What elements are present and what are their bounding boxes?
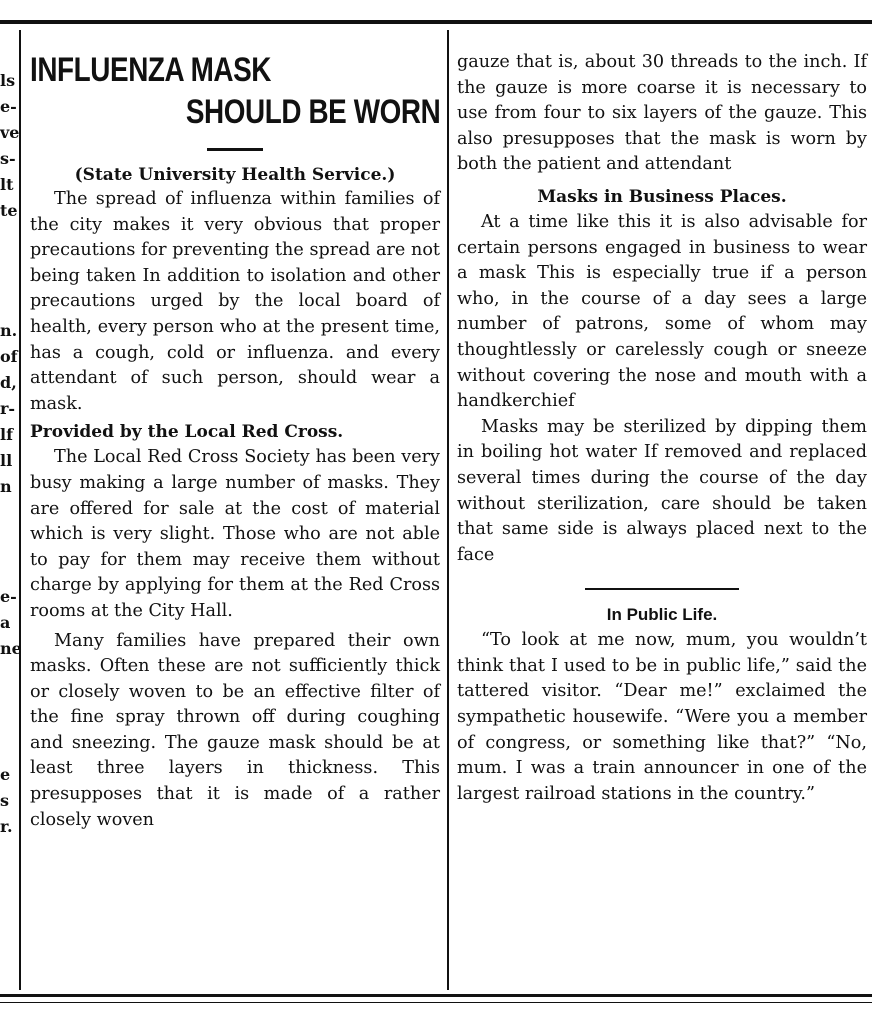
clipped-fragment: e bbox=[0, 765, 11, 784]
article-paragraph: At a time like this it is also advisable for certain persons engaged in business to wear a mask This is especially true if a person who, in the course of a day sees a large number of patrons, some of whom may thoughtlessly or carelessly cough or sneeze without covering the nose and mouth with a handkerchief bbox=[457, 211, 867, 412]
clipped-fragment: ls bbox=[0, 71, 16, 90]
headline-line-2: SHOULD BE WORN bbox=[185, 93, 440, 131]
clipped-fragment: d, bbox=[0, 373, 17, 392]
article-paragraph: Many families have prepared their own masks. Often these are not sufficiently thick or closely woven to be an effective filter of the fine spray thrown off during coughing and sneezing. The gauze mask should be at least three layers in thickness. This presupposes that it is made of a rather closely woven bbox=[30, 630, 440, 830]
clipped-fragment: lt bbox=[0, 175, 14, 194]
clipped-fragment: of bbox=[0, 347, 18, 366]
article-column-right bbox=[457, 50, 867, 807]
clipped-fragment: s- bbox=[0, 149, 16, 168]
section-divider bbox=[585, 588, 739, 590]
center-column-divider bbox=[447, 30, 449, 990]
headline-line-1: INFLUENZA MASK bbox=[30, 51, 272, 89]
clipped-fragment: te bbox=[0, 201, 18, 220]
clipped-fragment: lf bbox=[0, 425, 13, 444]
clipped-fragment: r. bbox=[0, 817, 13, 836]
clipped-fragment: n bbox=[0, 477, 12, 496]
joke-paragraph: “To look at me now, mum, you wouldn’t think that I used to be in public life,” said the tattered visitor. “Dear me!” exclaimed the sympathetic housewife. “Were you a member of congress, or something like that?” “No, mum. I was a train announcer in one of the largest railroad stations in the country.” bbox=[457, 630, 867, 804]
subheading: Masks in Business Places. bbox=[537, 186, 787, 207]
headline-rule bbox=[207, 148, 263, 151]
clipped-fragment: e- bbox=[0, 97, 17, 116]
article-column-left bbox=[30, 50, 440, 833]
bottom-rule bbox=[0, 994, 872, 997]
article-paragraph: Masks may be sterilized by dipping them in boiling hot water If removed and replaced several times during the course of the day without sterilization, care should be taken that same side is always placed next to the face bbox=[457, 416, 867, 565]
clipped-fragment: e- bbox=[0, 587, 17, 606]
joke-headline: In Public Life. bbox=[606, 605, 718, 625]
subheading: Provided by the Local Red Cross. bbox=[30, 422, 344, 443]
left-column-divider bbox=[19, 30, 21, 990]
clipped-fragment: s bbox=[0, 791, 10, 810]
clipped-fragment: ne bbox=[0, 639, 22, 658]
clipped-fragment: a bbox=[0, 613, 11, 632]
top-rule bbox=[0, 20, 872, 24]
byline: (State University Health Service.) bbox=[74, 165, 396, 185]
clipped-fragment: ve bbox=[0, 123, 20, 142]
article-paragraph: The Local Red Cross Society has been very busy making a large number of masks. They are offered for sale at the cost of material which is very slight. Those who are not able to pay for them may receive them without charge by applying for them at the Red Cross rooms at the City Hall. bbox=[30, 447, 440, 621]
article-paragraph: The spread of influenza within families of the city makes it very obvious that proper precautions for preventing the spread are not being taken In addition to isolation and other precautions urged by the local board of health, every person who at the present time, has a cough, cold or influenza. and every attendant of such person, should wear a mask. bbox=[30, 189, 440, 414]
bottom-rule-thin bbox=[0, 1002, 872, 1003]
clipped-fragment: n. bbox=[0, 321, 18, 340]
clipped-fragment: ll bbox=[0, 451, 13, 470]
clipped-fragment: r- bbox=[0, 399, 16, 418]
article-paragraph: gauze that is, about 30 threads to the inch. If the gauze is more coarse it is necessary to use from four to six layers of the gauze. This also presupposes that the mask is worn by both the patient and attendant bbox=[457, 52, 867, 175]
